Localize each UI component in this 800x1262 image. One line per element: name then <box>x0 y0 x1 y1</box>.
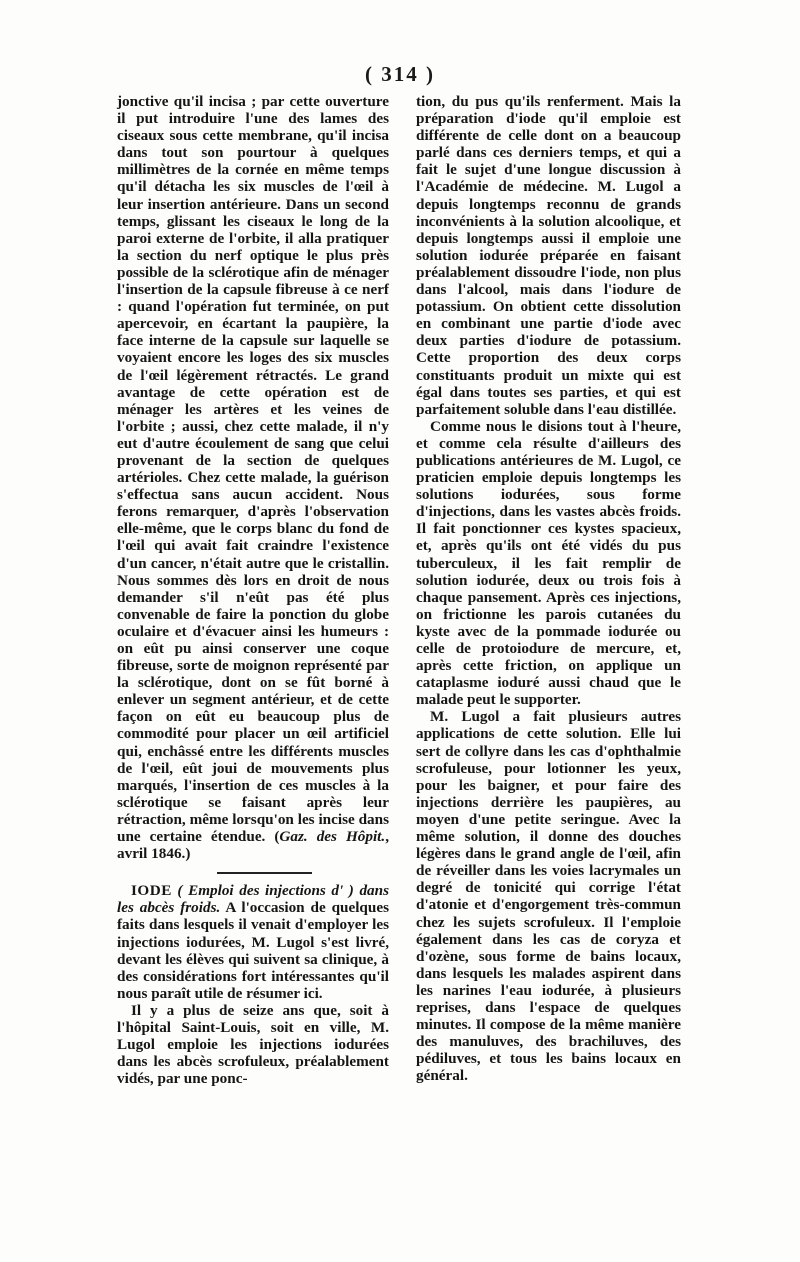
citation-source: Gaz. des Hôpit. <box>279 828 386 846</box>
paragraph-text: jonctive qu'il incisa ; par cette ouverture il put introduire l'une des lames des ciseaux sous cette membrane, qu'il incisa dans tout son pourtour à quelques millimètres de la cornée en même temps qu'il détacha les six muscles de l'œil à leur insertion antérieure. Dans un second temps, glissant les ciseaux le long de la paroi externe de l'orbite, il alla pratiquer la section du nerf optique le plus près possible de la sclérotique afin de ménager l'insertion de la capsule fibreuse à ce nerf : quand l'opération fut terminée, on put apercevoir, en écartant la paupière, la face interne de la capsule sur laquelle se voyaient encore les loges des six muscles de l'œil légèrement rétractés. Le grand avantage de cette opération est de ménager les artères et les veines de l'orbite ; aussi, chez cette malade, il n'y eut d'autre écoulement de sang que celui provenant de la section de quelques artérioles. Chez cette malade, la guérison s'effectua sans aucun accident. Nous ferons remarquer, d'après l'observation elle-même, que le corps blanc du fond de l'œil qui avait fait craindre l'existence d'un cancer, n'était autre que le cristallin. Nous sommes dès lors en droit de nous demander s'il n'eût pas été plus convenable de faire la ponction du globe oculaire et d'évacuer ainsi les humeurs : on eût pu ainsi conserver une coque fibreuse, sorte de moignon représenté par la sclérotique, dont on se fût borné à enlever un segment antérieur, et de cette façon on eût eu beaucoup plus de commodité pour placer un œil artificiel qui, enchâssé entre les différents muscles de l'œil, eût joui de mouvements plus marqués, l'insertion de ces muscles à la sclérotique se faisant après leur rétraction, même lorsqu'on les incise dans une certaine étendue. ( <box>117 93 389 846</box>
paragraph: Comme nous le disions tout à l'heure, et comme cela résulte d'ailleurs des publications antérieures de M. Lugol, ce praticien emploie depuis longtemps les solutions iodurées, sous forme d'injections, dans les vastes abcès froids. Il fait ponctionner ces kystes spacieux, et, après qu'ils ont été vidés du pus tuberculeux, il les fait remplir de solution iodurée, deux ou trois fois à chaque pansement. Après ces injections, on frictionne les parois cutanées du kyste avec de la pommade iodurée ou celle de protoiodure de mercure, et, après cette friction, on applique un cataplasme ioduré aussi chaud que le malade peut le supporter. <box>416 417 681 709</box>
entry-subtitle: ( Emploi des injections d' ) dans les abcès froids. <box>117 882 390 917</box>
entry-title: IODE <box>131 882 172 900</box>
paragraph: M. Lugol a fait plusieurs autres applications de cette solution. Elle lui sert de collyre dans les cas d'ophthalmie scrofuleuse, pour lotionner les yeux, pour les baigner, et pour faire des injections derrière les paupières, au moyen d'une petite seringue. Avec la même solution, il donne des douches légères dans le grand angle de l'œil, afin de réveiller dans les voies lacrymales un degré de tonicité qui corrige l'état d'atonie et d'engorgement très-commun chez les sujets scrofuleux. Il l'emploie également dans les cas de coryza et d'ozène, sous forme de bains locaux, dans lesquels les malades aspirent dans les narines l'eau iodurée, à plusieurs reprises, dans l'espace de quelques minutes. Il compose de la même manière des manuluves, des brachiluves, des pédiluves, et tous les bains locaux en général. <box>416 708 681 1085</box>
page-number: ( 314 ) <box>365 62 435 86</box>
left-column <box>117 93 389 1087</box>
citation-date: , avril 1846.) <box>117 828 389 863</box>
paragraph <box>117 93 389 862</box>
right-column <box>416 93 681 1084</box>
entry-heading <box>117 882 389 1002</box>
paragraph: Il y a plus de seize ans que, soit à l'hôpital Saint-Louis, soit en ville, M. Lugol emploie les injections iodurées dans les abcès scrofuleux, préalablement vidés, par une ponc- <box>117 1001 389 1088</box>
paragraph-text: A l'occasion de quelques faits dans lesquels il venait d'employer les injections iodurées, M. Lugol s'est livré, devant les élèves qui suivent sa clinique, à des considérations fort intéressantes qu'il nous paraît utile de résumer ici. <box>117 899 389 1002</box>
section-divider <box>217 872 312 874</box>
paragraph: tion, du pus qu'ils renferment. Mais la préparation d'iode qu'il emploie est différente de celle dont on a beaucoup parlé dans ces derniers temps, et qui a fait le sujet d'une longue discussion à l'Académie de médecine. M. Lugol a depuis longtemps reconnu de grands inconvénients à la solution alcoolique, et depuis longtemps aussi il emploie une solution iodurée préparée en faisant préalablement dissoudre l'iode, non plus dans l'alcool, mais dans l'iodure de potassium. On obtient cette dissolution en combinant une partie d'iode avec deux parties d'iodure de potassium. Cette proportion des deux corps constituants produit un mixte qui est égal dans toutes ses parties, et qui est parfaitement soluble dans l'eau distillée. <box>416 93 681 418</box>
